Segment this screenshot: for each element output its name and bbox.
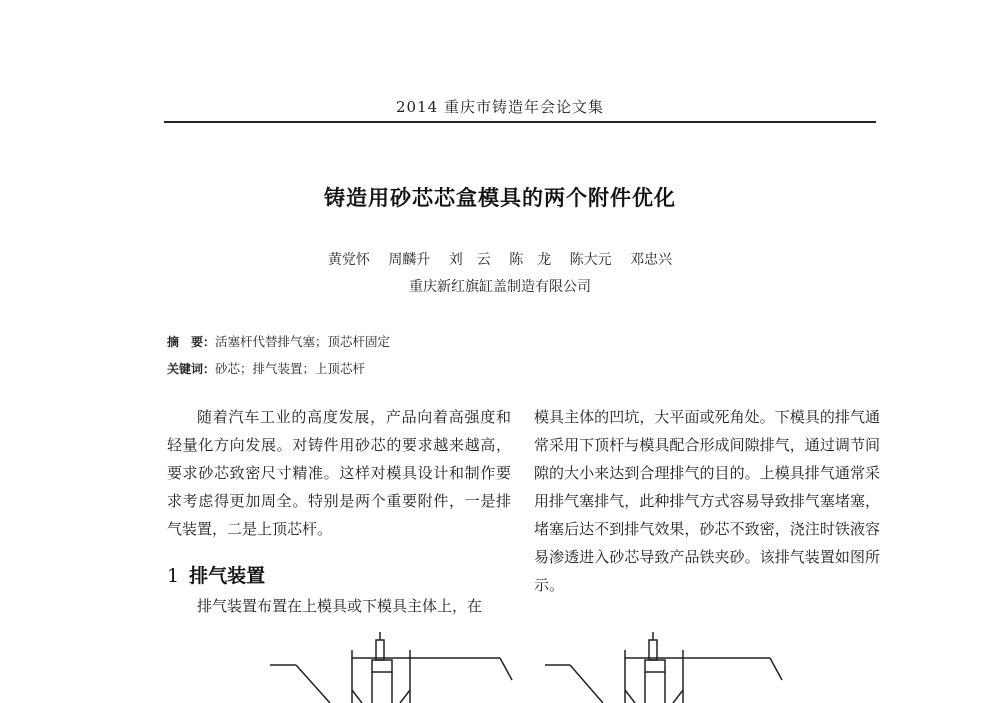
author: 陈 龙 [509, 252, 552, 268]
section-number: 1 [167, 565, 180, 587]
abstract-line [167, 332, 390, 350]
author: 陈大元 [569, 252, 612, 268]
keywords-line [167, 359, 365, 377]
intro-paragraph: 随着汽车工业的高度发展，产品向着高强度和轻量化方向发展。对铸件用砂芯的要求越来越高，要求砂芯致密尺寸精准。这样对模具设计和制作要求考虑得更加周全。特别是两个重要附件，一是排气装置，二是上顶芯杆。 [167, 408, 511, 538]
author: 周麟升 [388, 252, 431, 268]
author: 黄党怀 [327, 252, 370, 268]
keywords-label: 关键词： [167, 362, 216, 376]
keywords-text: 砂芯；排气装置；上顶芯杆 [215, 361, 366, 376]
author-list [0, 249, 1000, 269]
affiliation: 重庆新红旗缸盖制造有限公司 [409, 279, 591, 295]
section-heading [167, 561, 265, 588]
section1-paragraph: 排气装置布置在上模具或下模具主体上，在 [197, 597, 483, 615]
figure-right-vent [545, 632, 782, 703]
running-head: 2014 重庆市铸造年会论文集 [396, 98, 604, 116]
paper-title: 铸造用砂芯芯盒模具的两个附件优化 [324, 186, 676, 210]
author: 刘 云 [448, 252, 491, 268]
abstract-text: 活塞杆代替排气塞；顶芯杆固定 [215, 334, 391, 349]
right-column-paragraph: 模具主体的凹坑，大平面或死角处。下模具的排气通常采用下顶杆与模具配合形成间隙排气，通过调节间隙的大小来达到合理排气的目的。上模具排气通常采用排气塞排气，此种排气方式容易导致排气塞堵塞，堵塞后达不到排气效果，砂芯不致密，浇注时铁液容易渗透进入砂芯导致产品铁夹砂。该排气装置如图所示。 [534, 408, 880, 594]
figure-left-vent [270, 632, 512, 703]
header-rule [164, 121, 876, 123]
section-title: 排气装置 [189, 565, 266, 587]
author: 邓忠兴 [630, 252, 673, 268]
abstract-label: 摘 要： [167, 335, 216, 349]
vent-device-figure [0, 600, 1000, 703]
